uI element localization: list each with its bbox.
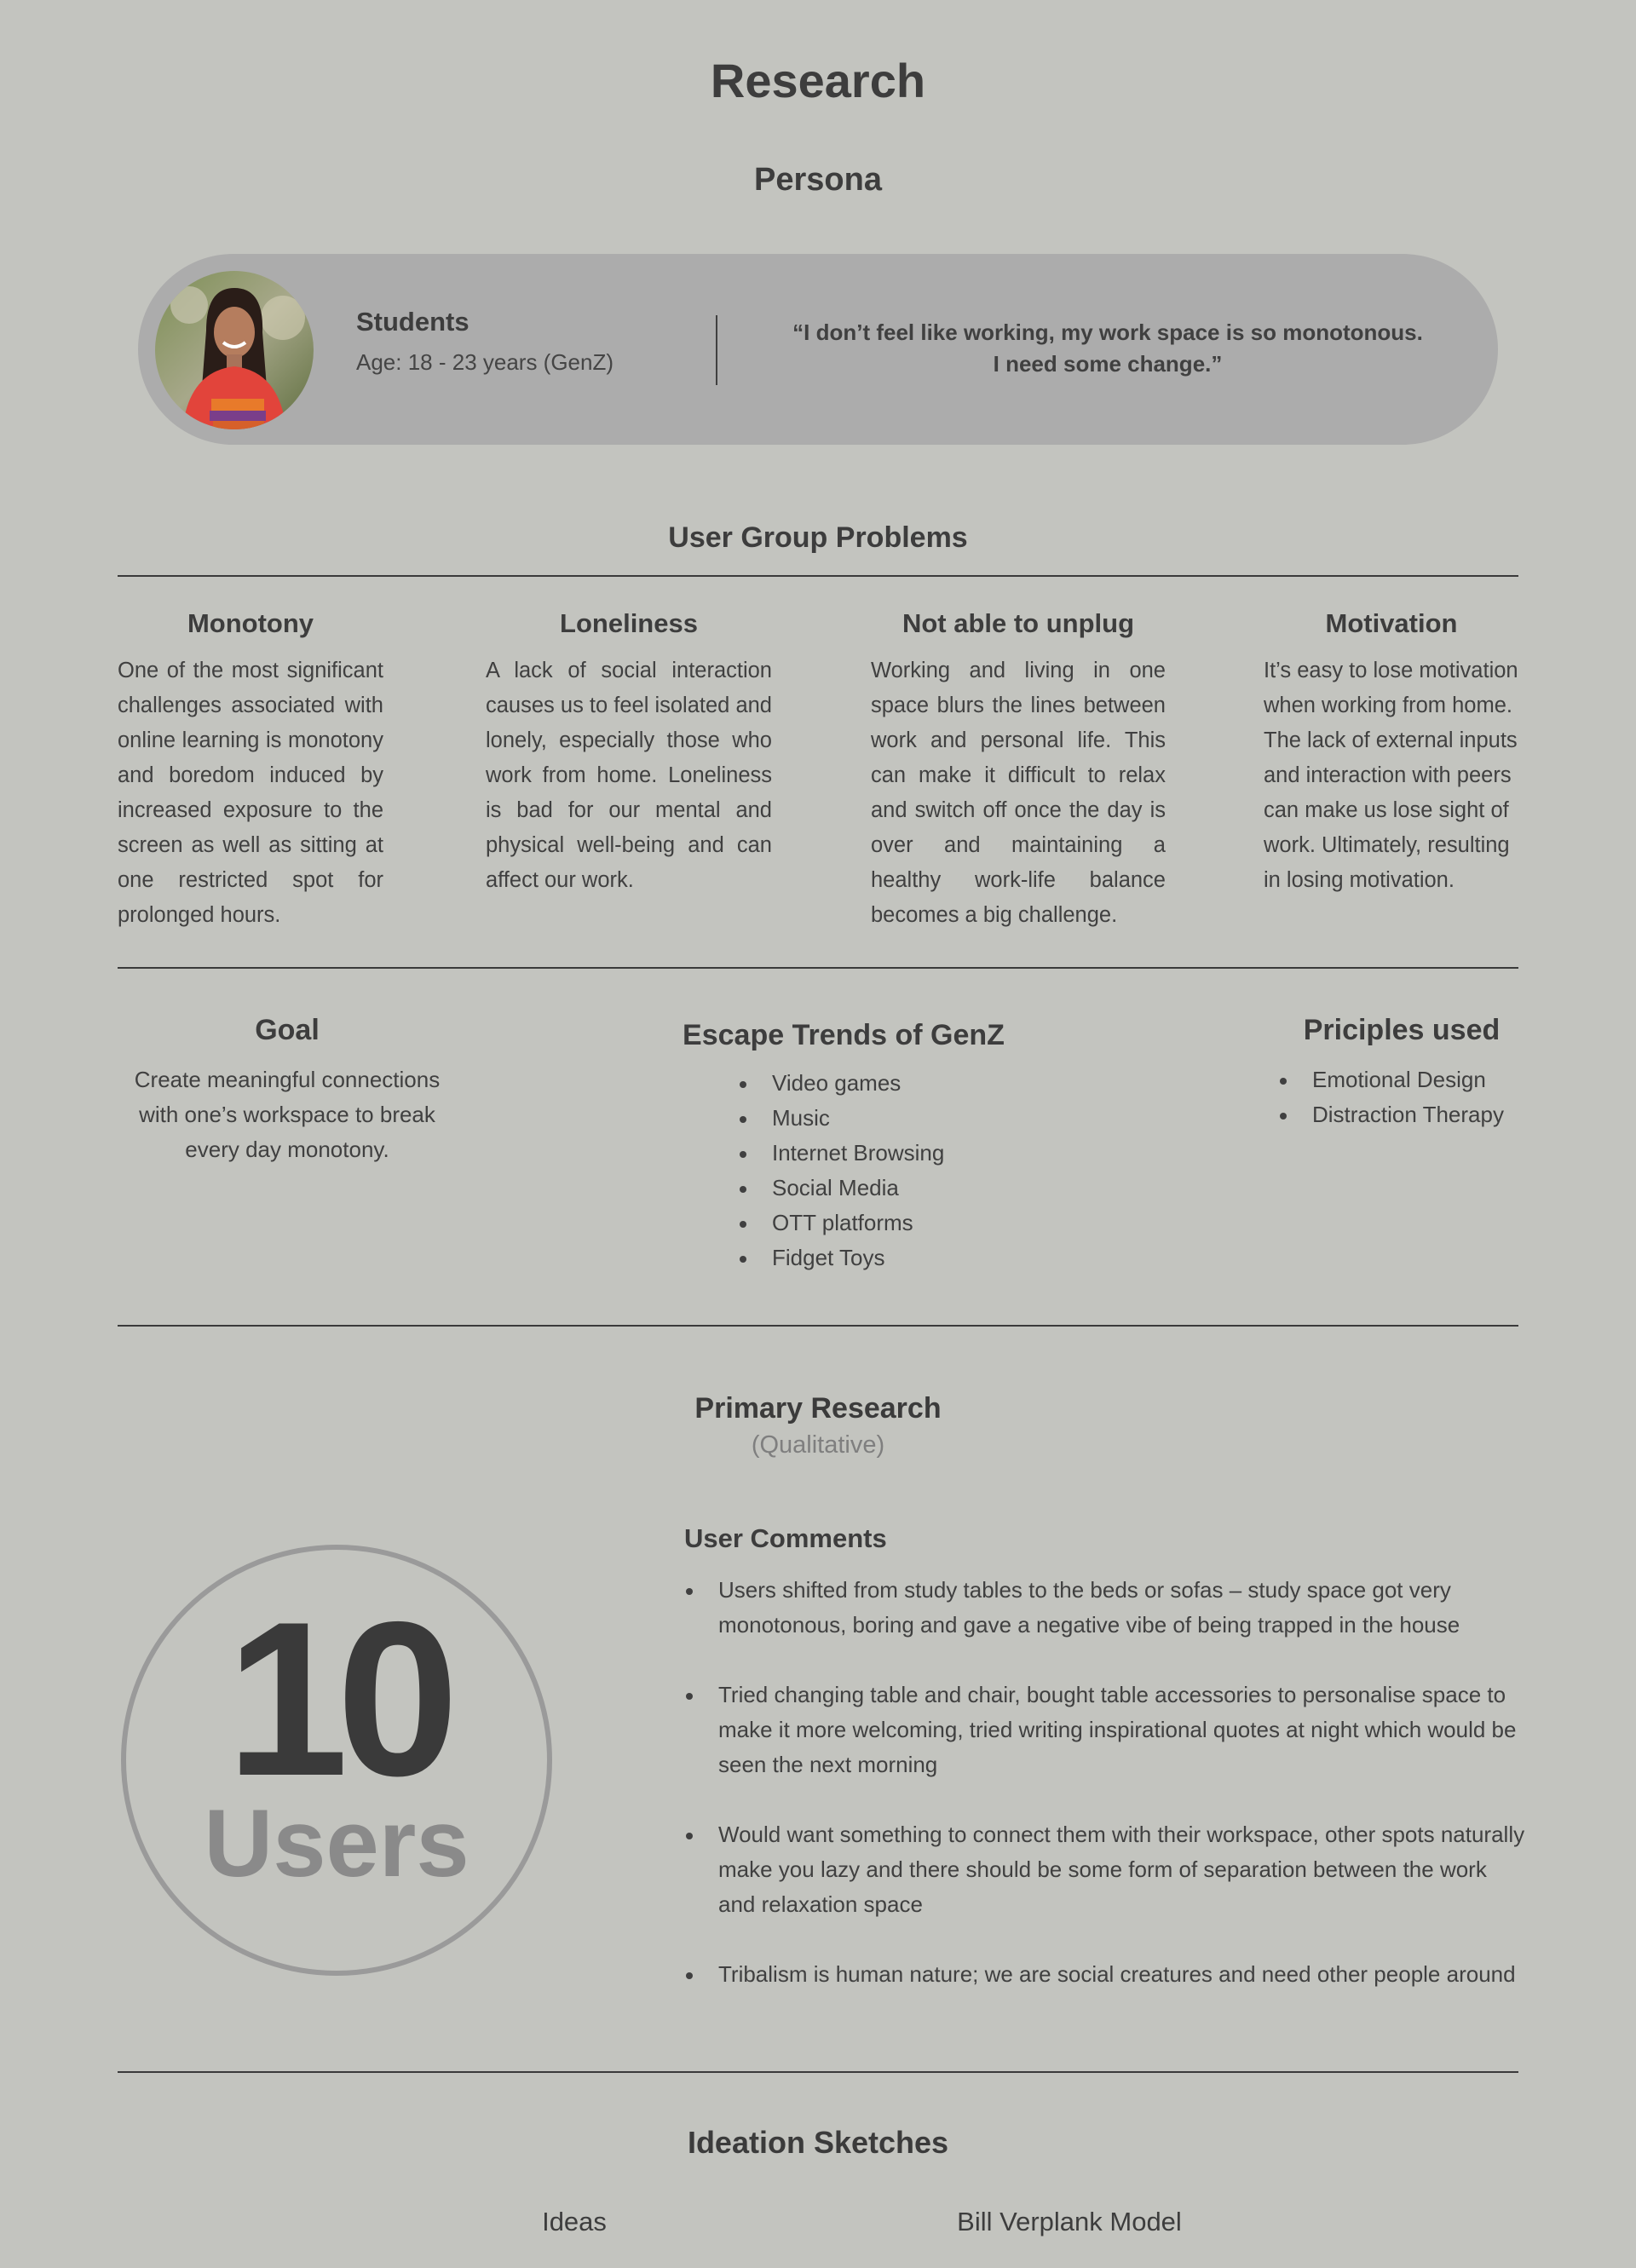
problem-text: A lack of social interaction causes us to feel isolated and lonely, especially those who work from home. Loneliness is bad for our mental and physical well-being and can affect our work. [486, 659, 772, 892]
problem-title: Not able to unplug [902, 608, 1135, 638]
problem-unplug [871, 608, 1166, 933]
list-item: Internet Browsing [738, 1136, 1040, 1171]
problems-heading: User Group Problems [668, 521, 968, 554]
divider [118, 967, 1518, 969]
list-item: Fidget Toys [738, 1240, 1040, 1275]
problem-loneliness [486, 608, 772, 898]
problem-text: It’s easy to lose motivation when working from home. The lack of external inputs and interaction with peers can make us lose sight of work. Ultimately, resulting in losing motivation. [1264, 659, 1518, 892]
divider [118, 575, 1518, 577]
list-item: Music [738, 1101, 1040, 1136]
users-count: 10 [226, 1575, 447, 1822]
persona-age: Age: 18 - 23 years (GenZ) [356, 349, 614, 375]
persona-heading: Persona [754, 162, 882, 198]
goal-section [128, 1014, 446, 1167]
problem-title: Loneliness [560, 608, 698, 638]
list-item: Tried changing table and chair, bought table accessories to personalise space to make it more welcoming, tried writing inspirational quotes at night which would be seen the next morning [684, 1678, 1528, 1782]
principles-title: Priciples used [1303, 1014, 1501, 1046]
escape-list [738, 1066, 1040, 1275]
problem-title: Monotony [187, 608, 314, 638]
divider [118, 1325, 1518, 1327]
list-item: Video games [738, 1066, 1040, 1101]
escape-section [648, 1019, 1040, 1275]
persona-quote-line-2: I need some change.” [993, 351, 1223, 377]
list-item: Emotional Design [1278, 1062, 1525, 1097]
persona-divider [716, 315, 717, 385]
principles-section [1278, 1014, 1525, 1132]
problem-text: One of the most significant challenges associated with online learning is monotony and boredom induced by increased exposure to the screen as well as sitting at one restricted spot for prolonged hours. [118, 659, 383, 927]
goal-text: Create meaningful connections with one’s workspace to break every day monotony. [134, 1067, 441, 1162]
primary-research-heading: Primary Research [694, 1392, 942, 1425]
escape-title: Escape Trends of GenZ [683, 1019, 1005, 1051]
list-item: Distraction Therapy [1278, 1097, 1525, 1132]
list-item: Social Media [738, 1171, 1040, 1206]
problem-text: Working and living in one space blurs the lines between work and personal life. This can make it difficult to relax and switch off once the day is over and maintaining a healthy work-life balance becomes a big challenge. [871, 659, 1166, 927]
persona-name: Students [356, 307, 469, 337]
list-item: Tribalism is human nature; we are social creatures and need other people around [684, 1957, 1528, 1992]
list-item: OTT platforms [738, 1206, 1040, 1240]
divider [118, 2071, 1518, 2073]
persona-avatar [155, 271, 314, 429]
primary-research-subheading: (Qualitative) [751, 1431, 885, 1459]
user-comments-list [684, 1573, 1528, 2027]
persona-quote-line-1: “I don’t feel like working, my work space is so monotonous. [792, 319, 1423, 345]
ideation-heading: Ideation Sketches [687, 2125, 949, 2160]
persona-quote [767, 317, 1449, 380]
bill-verplank-model-label: Bill Verplank Model [957, 2207, 1182, 2236]
list-item: Users shifted from study tables to the beds or sofas – study space got very monotonous, boring and gave a negative vibe of being trapped in the house [684, 1573, 1528, 1643]
problem-title: Motivation [1325, 608, 1458, 638]
list-item: Would want something to connect them with their workspace, other spots naturally make you lazy and there should be some form of separation between the work and relaxation space [684, 1817, 1528, 1922]
principles-list [1278, 1062, 1525, 1132]
users-label: Users [204, 1790, 469, 1897]
ideas-label: Ideas [542, 2207, 607, 2236]
page-title: Research [710, 54, 926, 107]
goal-title: Goal [255, 1014, 320, 1046]
problem-motivation [1264, 608, 1519, 898]
problem-monotony [118, 608, 383, 933]
user-comments-heading: User Comments [684, 1523, 887, 1553]
